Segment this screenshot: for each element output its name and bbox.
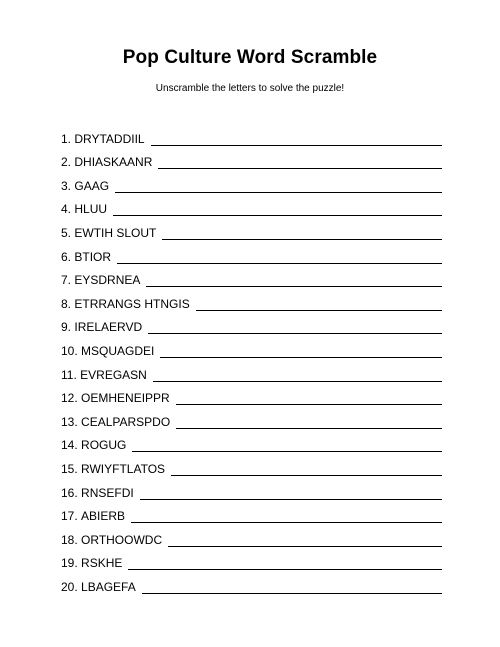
answer-line [196,298,442,311]
item-number: 10. [61,343,78,358]
list-item [61,240,442,264]
list-item [61,358,442,382]
answer-line [176,392,442,405]
answer-line [140,487,442,500]
answer-line [168,534,442,547]
answer-line [162,227,442,240]
item-number: 11. [61,367,77,382]
list-item [61,216,442,240]
answer-line [131,510,442,523]
item-number: 3. [61,178,72,193]
scrambled-word: OEMHENEIPPR [81,391,170,406]
list-item [61,193,442,217]
item-number: 7. [61,273,72,288]
scrambled-word: ORTHOOWDC [81,532,163,547]
scrambled-word: LBAGEFA [81,579,136,594]
scrambled-word: HLUU [74,202,108,217]
answer-line [148,321,442,334]
item-number: 8. [61,296,72,311]
item-number: 12. [61,391,78,406]
scrambled-word: EVREGASN [80,367,147,382]
list-item [61,382,442,406]
item-number: 19. [61,556,78,571]
scrambled-word: DHIASKAANR [74,155,153,170]
scrambled-word: ROGUG [81,438,127,453]
answer-line [128,557,442,570]
answer-line [115,180,442,193]
scrambled-word: DRYTADDIIL [74,131,145,146]
item-number: 14. [61,438,78,453]
scrambled-word: GAAG [74,178,110,193]
scrambled-word: ETRRANGS HTNGIS [74,296,190,311]
scrambled-word: BTIOR [74,249,112,264]
scrambled-word: RNSEFDI [81,485,134,500]
scrambled-word: CEALPARSPDO [81,414,171,429]
item-number: 16. [61,485,78,500]
list-item [61,476,442,500]
list-item [61,523,442,547]
scramble-list [61,122,442,594]
page-subtitle: Unscramble the letters to solve the puzzle! [155,83,345,94]
list-item [61,452,442,476]
scrambled-word: IRELAERVD [74,320,143,335]
item-number: 1. [61,131,72,146]
item-number: 18. [61,532,78,547]
answer-line [113,203,442,216]
item-number: 6. [61,249,72,264]
answer-line [158,156,442,169]
list-item [61,169,442,193]
item-number: 17. [61,509,78,524]
list-item [61,146,442,170]
list-item [61,429,442,453]
item-number: 13. [61,414,78,429]
list-item [61,547,442,571]
answer-line [151,133,442,146]
answer-line [146,274,442,287]
answer-line [142,581,442,594]
item-number: 20. [61,579,78,594]
item-number: 9. [61,320,72,335]
answer-line [171,463,442,476]
scrambled-word: EWTIH SLOUT [74,225,157,240]
list-item [61,500,442,524]
item-number: 5. [61,225,72,240]
list-item [61,570,442,594]
scrambled-word: RWIYFTLATOS [81,461,166,476]
answer-line [176,416,442,429]
answer-line [160,345,442,358]
item-number: 15. [61,461,78,476]
scrambled-word: EYSDRNEA [74,273,141,288]
scrambled-word: RSKHE [81,556,123,571]
list-item [61,311,442,335]
answer-line [132,439,442,452]
answer-line [153,369,442,382]
item-number: 2. [61,155,72,170]
list-item [61,405,442,429]
scrambled-word: ABIERB [81,509,126,524]
item-number: 4. [61,202,72,217]
list-item [61,122,442,146]
answer-line [117,251,442,264]
list-item [61,264,442,288]
list-item [61,287,442,311]
page-title: Pop Culture Word Scramble [122,47,378,68]
scrambled-word: MSQUAGDEI [81,343,155,358]
list-item [61,334,442,358]
